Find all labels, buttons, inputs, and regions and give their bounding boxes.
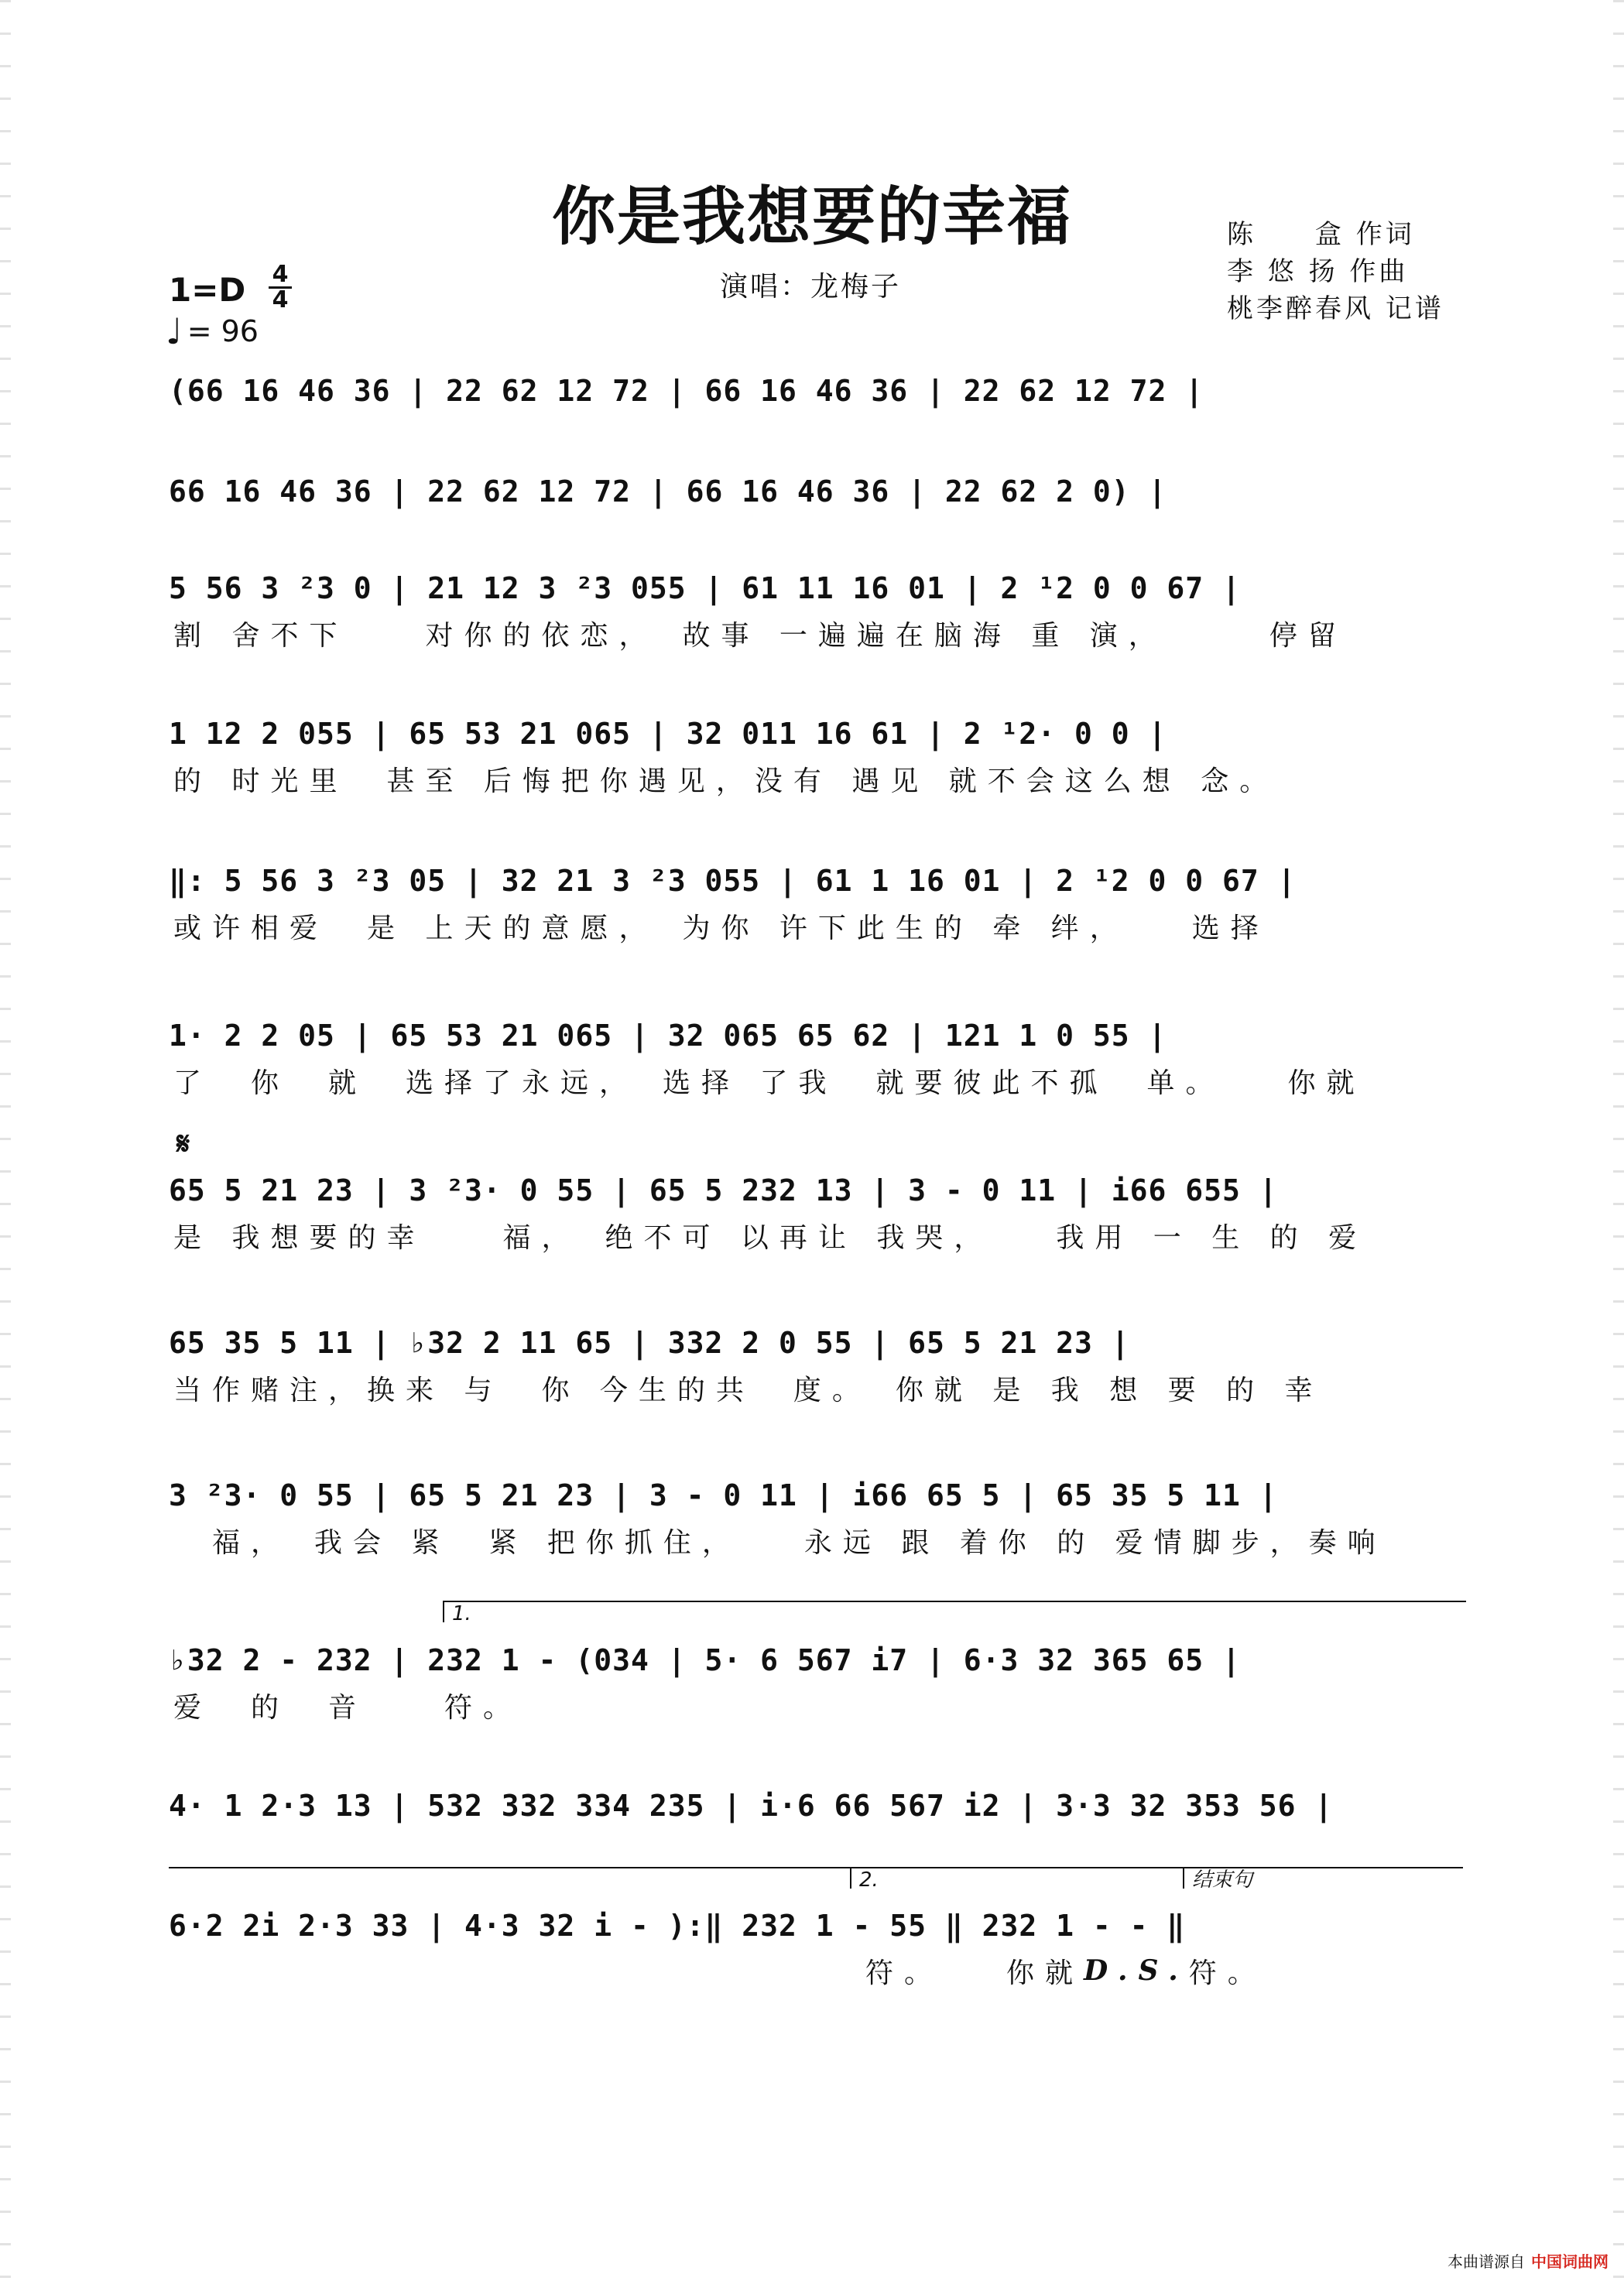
source-site-link[interactable]: 中国词曲网	[1531, 2252, 1609, 2271]
song-title: 你是我想要的幸福	[551, 180, 1072, 254]
time-signature-bottom: 4	[272, 286, 289, 313]
system-7	[169, 1167, 1454, 1257]
lyrics-line: 爱 的 音 符。	[173, 1691, 522, 1724]
notes-line: 65 5 21 23 | 3 ²3· 0 55 | 65 5 232 13 | 3 - 0 11 | i66 655 |	[169, 1173, 1278, 1207]
system-11	[169, 1783, 1454, 1829]
lyrics-line: 当作赌注，换来 与 你 今生的共 度。 你就 是 我 想 要 的 幸	[173, 1374, 1324, 1406]
quarter-note-icon: ♩	[166, 310, 183, 352]
first-ending-bracket: 1.	[443, 1601, 1466, 1622]
lyricist-credit: 陈 盒 作词	[1227, 219, 1415, 250]
coda-bracket: 结束句	[1183, 1867, 1463, 1889]
lyrics-line: 的 时光里 甚至 后悔把你遇见，没有 遇见 就不会这么想 念。	[173, 765, 1279, 797]
right-edge-watermark	[1613, 0, 1624, 2281]
lyrics-line: 是 我想要的幸 福， 绝不可 以再让 我哭， 我用 一 生 的 爱	[173, 1221, 1368, 1254]
time-signature-top: 4	[272, 261, 289, 288]
notes-line: 3 ²3· 0 55 | 65 5 21 23 | 3 - 0 11 | i66 65 5 | 65 35 5 11 |	[169, 1478, 1278, 1512]
notes-line: 6·2 2i 2·3 33 | 4·3 32 i - ):‖ 232 1 - 55 ‖ 232 1 - - ‖	[169, 1909, 1186, 1943]
transcriber-credit: 桃李醉春风 记谱	[1227, 293, 1444, 324]
system-6	[169, 1012, 1454, 1102]
system-10	[169, 1637, 1454, 1727]
lyrics-line	[169, 1949, 1454, 1992]
lyrics-ending: 符。 你就	[865, 1957, 1084, 1989]
system-9	[169, 1472, 1454, 1562]
tempo-value: = 96	[187, 314, 259, 348]
second-ending-bracket: 2.	[850, 1867, 1184, 1889]
lyrics-line: 割 舍不下 对你的依恋， 故事 一遍遍在脑海 重 演， 停留	[173, 619, 1347, 652]
system-1	[169, 368, 1454, 414]
system-2	[169, 468, 1454, 515]
lyrics-line: 福， 我会 紧 紧 把你抓住， 永远 跟 着你 的 爱情脚步，奏响	[173, 1526, 1386, 1559]
notes-line: 66 16 46 36 | 22 62 12 72 | 66 16 46 36 | 22 62 2 0) |	[169, 474, 1167, 509]
notes-line: 65 35 5 11 | ♭32 2 11 65 | 332 2 0 55 | 65 5 21 23 |	[169, 1326, 1130, 1360]
system-12	[169, 1903, 1454, 1992]
system-4	[169, 711, 1454, 800]
notes-line: ♭32 2 - 232 | 232 1 - (034 | 5· 6 567 i7 | 6·3 32 365 65 |	[169, 1643, 1241, 1677]
tempo-marking	[166, 310, 259, 352]
lyrics-line: 了 你 就 选择了永远， 选择 了我 就要彼此不孤 单。 你就	[173, 1067, 1365, 1099]
left-edge-watermark	[0, 0, 11, 2281]
source-label: 本曲谱源自	[1448, 2252, 1525, 2271]
composer-credit: 李 悠 扬 作曲	[1227, 256, 1409, 287]
source-footer	[1448, 2249, 1609, 2272]
notes-line: 1· 2 2 05 | 65 53 21 065 | 32 065 65 62 | 121 1 0 55 |	[169, 1019, 1167, 1053]
notes-line: 5 56 3 ²3 0 | 21 12 3 ²3 055 | 61 11 16 01 | 2 ¹2 0 0 67 |	[169, 571, 1241, 605]
lyrics-coda: 符。	[1188, 1957, 1266, 1989]
time-signature	[267, 263, 293, 312]
singer-credit: 演唱：龙梅子	[720, 271, 902, 303]
lyrics-line: 或许相爱 是 上天的意愿， 为你 许下此生的 牵 绊， 选择	[173, 912, 1269, 944]
notes-line: (66 16 46 36 | 22 62 12 72 | 66 16 46 36 | 22 62 12 72 |	[169, 374, 1204, 408]
system-3	[169, 565, 1454, 655]
credits-block	[1227, 213, 1444, 324]
dal-segno-mark: D.S.	[1084, 1954, 1189, 1987]
first-ending-continuation	[169, 1867, 858, 1889]
segno-sign: 𝄋	[176, 1126, 190, 1162]
notes-line: 4· 1 2·3 13 | 532 332 334 235 | i·6 66 567 i2 | 3·3 32 353 56 |	[169, 1789, 1334, 1823]
system-8	[169, 1320, 1454, 1409]
system-5	[169, 858, 1454, 947]
key-signature: 1=D	[169, 271, 246, 309]
notes-line: 1 12 2 055 | 65 53 21 065 | 32 011 16 61 | 2 ¹2· 0 0 |	[169, 717, 1167, 751]
notes-line: ‖: 5 56 3 ²3 05 | 32 21 3 ²3 055 | 61 1 16 01 | 2 ¹2 0 0 67 |	[169, 864, 1297, 898]
